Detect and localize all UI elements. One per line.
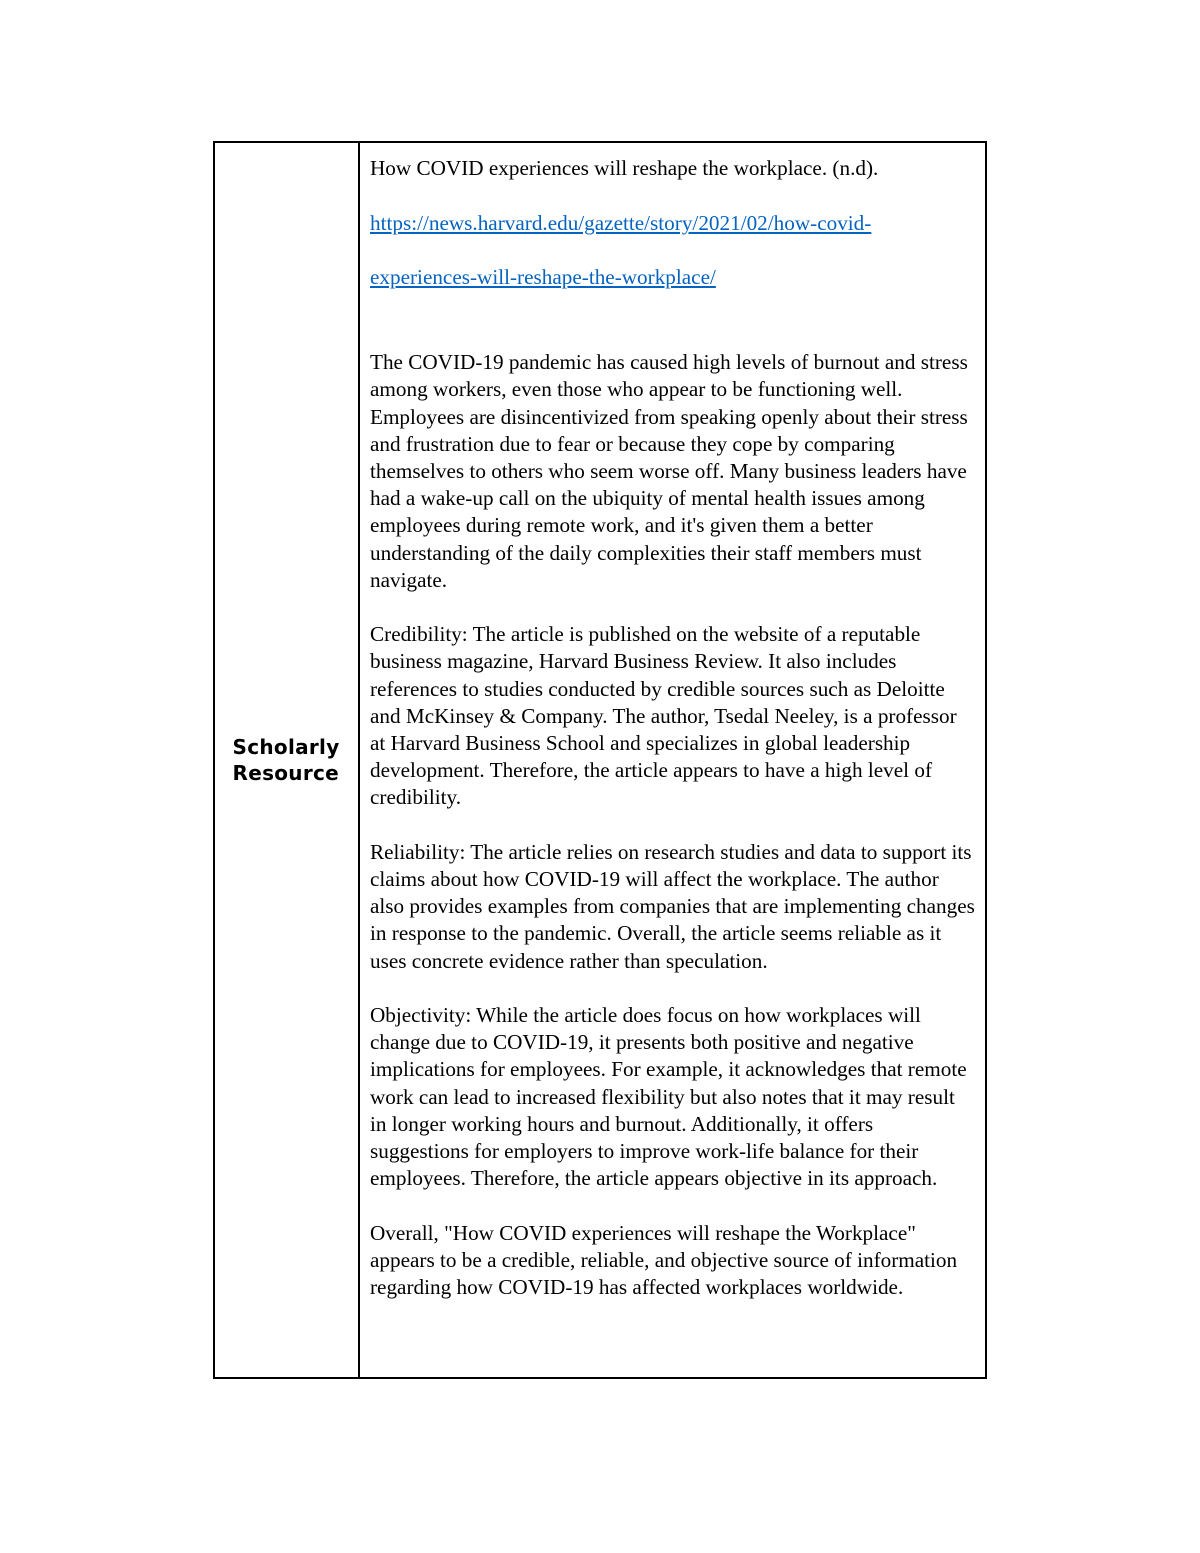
reliability-paragraph: Reliability: The article relies on research studies and data to support its claims about how COVID-19 will affect the workplace. The author also provides examples from companies that are implementing changes in response to the pandemic. Overall, the article seems reliable as it uses concrete evidence rather than speculation. [370, 839, 975, 973]
source-link[interactable] [370, 196, 975, 304]
summary-paragraph: The COVID-19 pandemic has caused high levels of burnout and stress among workers, even those who appear to be functioning well. Employees are disincentivized from speaking openly about their stress and frustration due to fear or because they cope by comparing themselves to others who seem worse off. Many business leaders have had a wake-up call on the ubiquity of mental health issues among employees during remote work, and it's given them a better understanding of the daily complexities their staff members must navigate. [370, 350, 968, 592]
citation-title: How COVID experiences will reshape the workplace. (n.d). [370, 156, 879, 180]
resource-table [213, 141, 987, 1379]
source-link-line2[interactable]: experiences-will-reshape-the-workplace/ [370, 265, 716, 290]
source-link-line1[interactable]: https://news.harvard.edu/gazette/story/2021/02/how-covid- [370, 211, 872, 236]
row-label-line2: Resource [232, 761, 340, 785]
row-label [233, 734, 345, 786]
overall-paragraph: Overall, "How COVID experiences will reshape the Workplace" appears to be a credible, reliable, and objective source of information regarding how COVID-19 has affected workplaces worldwide. [370, 1220, 958, 1300]
objectivity-paragraph: Objectivity: While the article does focus on how workplaces will change due to COVID-19, it presents both positive and negative implications for employees. For example, it acknowledges that remote work can lead to increased flexibility but also notes that it may result in longer working hours and burnout. Additionally, it offers suggestions for employers to improve work-life balance for their employees. Therefore, the article appears objective in its approach. [370, 1003, 967, 1191]
label-cell [215, 143, 360, 1377]
row-label-line1: Scholarly [232, 735, 340, 759]
content-cell [360, 143, 985, 1377]
credibility-paragraph: Credibility: The article is published on the website of a reputable business magazine, Harvard Business Review. It also includes references to studies conducted by credible sources such as Deloitte and McKinsey & Company. The author, Tsedal Neeley, is a professor at Harvard Business School and specializes in global leadership development. Therefore, the article appears to have a high level of credibility. [370, 622, 957, 810]
